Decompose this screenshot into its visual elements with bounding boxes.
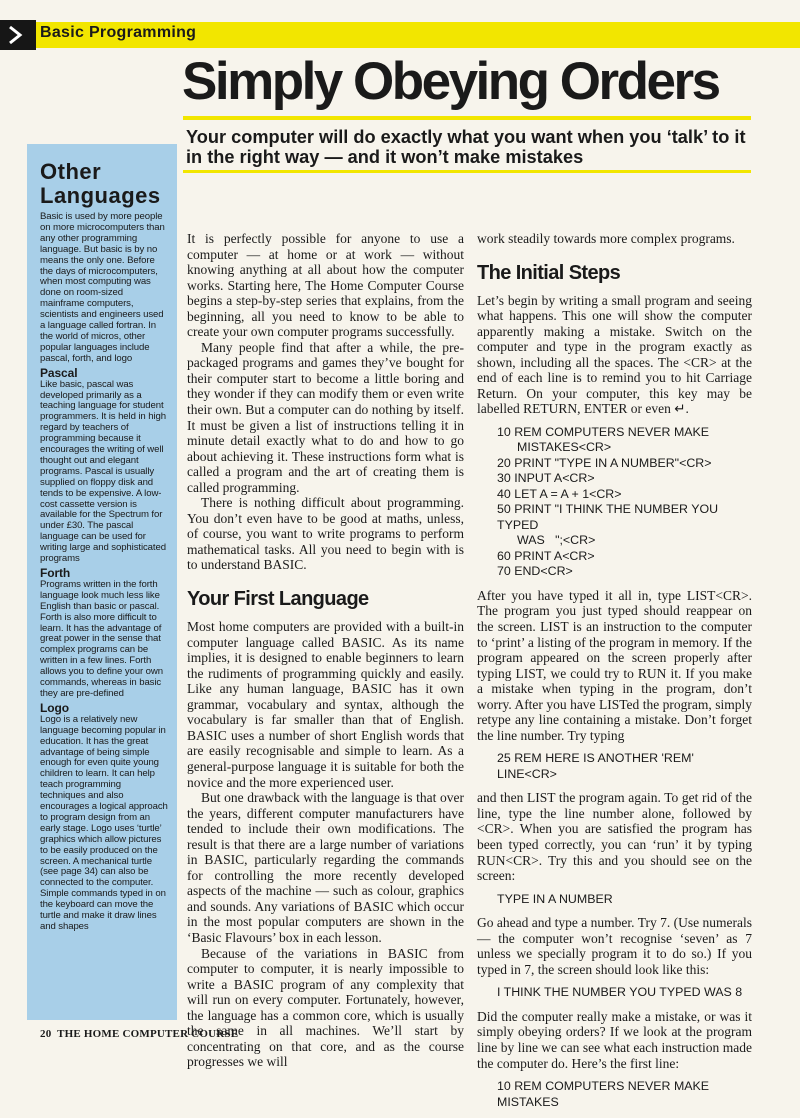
sidebar-heading-forth: Forth (40, 566, 71, 580)
code-line: WAS ";<CR> (517, 533, 596, 548)
section-heading: The Initial Steps (477, 261, 621, 284)
publication-name: THE HOME COMPUTER COURSE (57, 1028, 239, 1040)
sidebar-intro: Basic is used by more people on more microcomputers than any other programming language. But basic is by no means the only one. Before the days of microcomputers, when most computing was done on room-sized mainframe computers, scientists and engineers used a language called fortran. In the world of micros, other popular languages include pascal, forth, and logo (40, 211, 165, 364)
code-line: 20 PRINT "TYPE IN A NUMBER"<CR> (497, 455, 712, 470)
paragraph: But one drawback with the language is that over the years, different computer manufacturers have tended to include their own modifications. The result is that there are a large number of variations in BASIC, particularly regarding the commands for controlling the more recently developed aspects of the machine — such as colour, graphics and sounds. Any variations of BASIC which occur in the most popular computers are shown in the ‘Basic Flavours’ box in each lesson. (187, 790, 464, 945)
paragraph: Most home computers are provided with a built-in computer language called BASIC. As its name implies, it is designed to enable beginners to learn the rudiments of programming quickly and easily. Like any human language, BASIC has it own grammar, vocabulary and syntax, although the vocabulary is far smaller than that of English. BASIC uses a number of short English words that are easily recognisable and simple to learn. As a general-purpose language it is suitable for both the novice and the more experienced user. (187, 619, 464, 790)
subtitle-rule (183, 170, 751, 173)
sidebar-title-line1: Other (40, 159, 102, 184)
paragraph: There is nothing difficult about programming. You don’t even have to be good at maths, unless, of course, you want to write programs to perform mathematical tasks. All you need to begin with is to understand BASIC. (187, 495, 464, 573)
code-listing (477, 892, 752, 908)
paragraph: work steadily towards more complex programs. (477, 231, 735, 246)
sidebar-text-forth: Programs written in the forth language look much less like English than basic or pascal. Forth is also more difficult to learn. It has the advantage of great power in the sense that complex programs can be written in a few lines. Forth allows you to define your own commands, whereas in basic they are pre-defined (40, 578, 163, 699)
code-line: 50 PRINT "I THINK THE NUMBER YOU TYPED (497, 502, 719, 532)
title-rule (183, 116, 751, 120)
code-line: MISTAKES<CR> (517, 440, 612, 455)
paragraph: After you have typed it all in, type LIST<CR>. The program you just typed should reappear on the screen. LIST is an instruction to the computer to ‘print’ a listing of the program in memory. If the program appeared on the screen properly after typing LIST, we could try to RUN it. If you make a mistake when typing in the program, don’t worry. After you have LISTed the program, simply retype any line containing a mistake. Don’t forget the line number. Try typing (477, 587, 752, 743)
code-listing (477, 1079, 752, 1110)
code-line: 70 END<CR> (497, 564, 573, 579)
paragraph: Did the computer really make a mistake, or was it simply obeying orders? If we look at the program line by line we can see what each instruction made the computer do. Here’s the first line: (477, 1008, 752, 1071)
sidebar-title-line2: Languages (40, 183, 161, 208)
code-line: I THINK THE NUMBER YOU TYPED WAS 8 (497, 985, 743, 1000)
page-footer (40, 1028, 238, 1040)
section-heading: Your First Language (187, 588, 369, 611)
sidebar-content (40, 160, 168, 933)
column-a (187, 231, 464, 1070)
paragraph: Let’s begin by writing a small program and seeing what happens. This one will show the computer apparently making a mistake. Switch on the computer and type in the program exactly as shown, including all the spaces. The <CR> at the end of each line is to remind you to hit Carriage Return. On your computer, this key may be labelled RETURN, ENTER or even ↵. (477, 292, 752, 417)
page-title: Simply Obeying Orders (182, 52, 719, 111)
column-b (477, 231, 752, 1118)
page-subtitle: Your computer will do exactly what you want when you ‘talk’ to it in the right way — and it won’t make mistakes (186, 127, 746, 167)
paragraph: It is perfectly possible for anyone to use a computer — at home or at work — without knowing anything at all about how the computer works. Starting here, The Home Computer Course begins a step-by-step series that explains, from the beginning, all you need to know to be able to create your own computer programs successfully. (187, 231, 464, 340)
code-line: TYPE IN A NUMBER (497, 891, 613, 906)
code-listing (477, 985, 752, 1001)
paragraph: and then LIST the program again. To get rid of the line, type the line number alone, followed by <CR>. When you are satisfied the program has been typed correctly, you can ‘run’ it by typing RUN<CR>. Try this and you should see on the screen: (477, 790, 752, 884)
paragraph: Many people find that after a while, the pre-packaged programs and games they’ve bought for their computer start to become a little boring and they wonder if they can modify them or even write their own. But a computer can do nothing by itself. It must be given a list of instructions telling it in minute detail exactly what to do and how to go about achieving it. These instructions form what is called a program and the art of creating them is called programming. (187, 339, 464, 495)
sidebar-text-logo: Logo is a relatively new language becoming popular in education. It has the great advantage of being simple enough for even quite young children to learn. It can help teach programming techniques and also encourages a logical approach to program design from an early stage. Logo uses ‘turtle’ graphics which allow pictures to be easily produced on the screen. A mechanical turtle (see page 34) can also be connected to the computer. Simple commands typed in on the keyboard can move the turtle and make it draw lines and shapes (40, 713, 168, 932)
code-line: 30 INPUT A<CR> (497, 471, 595, 486)
code-line: 40 LET A = A + 1<CR> (497, 486, 622, 501)
page-number: 20 (40, 1028, 52, 1040)
chevron-right-icon (6, 25, 30, 45)
paragraph: Because of the variations in BASIC from computer to computer, it is nearly impossible to write a BASIC program of any complexity that will run on every computer. Fortunately, however, the language has a common core, which is usually the same in all machines. We’ll start by concentrating on that core, and as the course progresses we will (187, 945, 464, 1070)
code-line: 60 PRINT A<CR> (497, 548, 595, 563)
section-marker (0, 20, 36, 50)
sidebar-text-pascal: Like basic, pascal was developed primarily as a teaching language for student programmers. It is held in high regard by teachers of programming because it encourages the writing of well thought out and elegant programs. Pascal is usually supplied on floppy disk and tends to be expensive. A low-cost cassette version is available for the Spectrum for under £30. The pascal language can be used for writing large and sophisticated programs (40, 378, 166, 565)
sidebar-title (40, 160, 168, 208)
code-line: 10 REM COMPUTERS NEVER MAKE (497, 424, 710, 439)
section-label: Basic Programming (40, 24, 197, 41)
code-line: 10 REM COMPUTERS NEVER MAKE MISTAKES (497, 1079, 710, 1109)
code-listing (477, 425, 752, 580)
sidebar-heading-logo: Logo (40, 700, 69, 715)
code-listing (477, 751, 752, 782)
code-line: 25 REM HERE IS ANOTHER 'REM' LINE<CR> (497, 751, 694, 781)
paragraph: Go ahead and type a number. Try 7. (Use numerals — the computer won’t recognise ‘seven’ as 7 unless we specially program it to do so.) If you typed in 7, the screen should look like this: (477, 915, 752, 977)
sidebar-heading-pascal: Pascal (40, 365, 78, 380)
